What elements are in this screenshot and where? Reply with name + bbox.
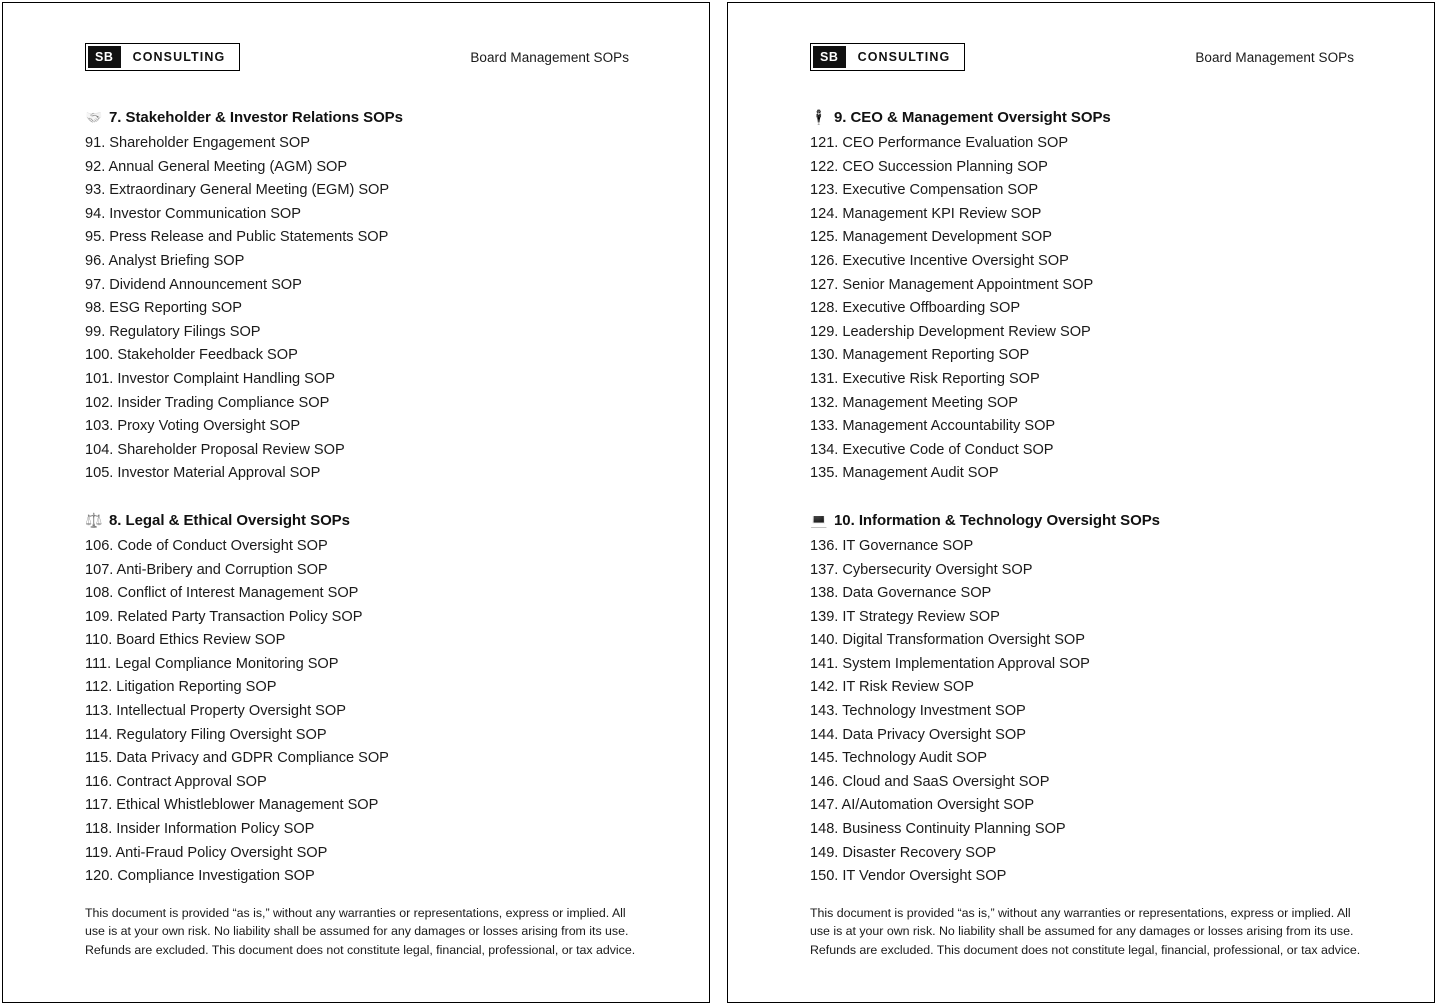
section-heading: [810, 512, 1368, 529]
document-page-right: [727, 2, 1435, 1003]
sop-list: [810, 132, 1368, 486]
sop-list-item: 103. Proxy Voting Oversight SOP: [85, 418, 301, 435]
sop-section: [85, 109, 643, 486]
sop-list-item: 144. Data Privacy Oversight SOP: [810, 726, 1026, 743]
sop-list-item: 145. Technology Audit SOP: [810, 750, 987, 767]
sections-container-right: [810, 109, 1368, 889]
sop-list-item: 135. Management Audit SOP: [810, 465, 999, 482]
sop-list-item: 137. Cybersecurity Oversight SOP: [810, 561, 1033, 578]
sop-list-item: 97. Dividend Announcement SOP: [85, 276, 302, 293]
sop-list-item: 130. Management Reporting SOP: [810, 347, 1030, 364]
sop-list-item: 149. Disaster Recovery SOP: [810, 844, 997, 861]
sb-consulting-logo: [810, 43, 965, 71]
sop-list-item: 126. Executive Incentive Oversight SOP: [810, 252, 1069, 269]
logo-mark: SB: [88, 46, 121, 68]
sop-list-item: 95. Press Release and Public Statements SOP: [85, 229, 389, 246]
page-content-right: [728, 3, 1434, 1002]
sop-list-item: 108. Conflict of Interest Management SOP: [85, 585, 359, 602]
sop-list-item: 118. Insider Information Policy SOP: [85, 821, 315, 838]
sop-list-item: 101. Investor Complaint Handling SOP: [85, 370, 335, 387]
sections-container-left: [85, 109, 643, 889]
section-heading: [810, 109, 1368, 126]
sop-section: [810, 512, 1368, 889]
sop-list-item: 98. ESG Reporting SOP: [85, 300, 242, 317]
section-title: 10. Information & Technology Oversight SOPs: [834, 511, 1160, 529]
sop-list-item: 109. Related Party Transaction Policy SOP: [85, 608, 363, 625]
handshake-icon: 🤝: [85, 109, 103, 125]
sop-list-item: 147. AI/Automation Oversight SOP: [810, 797, 1035, 814]
page-header-left: [85, 41, 643, 73]
sop-list-item: 150. IT Vendor Oversight SOP: [810, 868, 1007, 885]
sop-list-item: 105. Investor Material Approval SOP: [85, 465, 321, 482]
sop-list-item: 111. Legal Compliance Monitoring SOP: [85, 655, 339, 672]
sop-section: [85, 512, 643, 889]
sop-list-item: 114. Regulatory Filing Oversight SOP: [85, 726, 327, 743]
sop-list-item: 93. Extraordinary General Meeting (EGM) SOP: [85, 182, 390, 199]
sop-list-item: 136. IT Governance SOP: [810, 537, 974, 554]
sop-list-item: 116. Contract Approval SOP: [85, 773, 267, 790]
sop-list-item: 133. Management Accountability SOP: [810, 418, 1056, 435]
sop-list-item: 122. CEO Succession Planning SOP: [810, 158, 1048, 175]
sop-list: [85, 132, 643, 486]
sop-list-item: 119. Anti-Fraud Policy Oversight SOP: [85, 844, 328, 861]
person-in-suit-icon: 🕴️: [810, 109, 828, 125]
sop-list-item: 142. IT Risk Review SOP: [810, 679, 974, 696]
sop-list-item: 117. Ethical Whistleblower Management SOP: [85, 797, 379, 814]
sop-list-item: 104. Shareholder Proposal Review SOP: [85, 441, 345, 458]
sop-list-item: 112. Litigation Reporting SOP: [85, 679, 277, 696]
logo-mark: SB: [813, 46, 846, 68]
sop-list-item: 124. Management KPI Review SOP: [810, 205, 1042, 222]
sop-list-item: 127. Senior Management Appointment SOP: [810, 276, 1094, 293]
sop-list-item: 141. System Implementation Approval SOP: [810, 655, 1090, 672]
sop-list-item: 115. Data Privacy and GDPR Compliance SOP: [85, 750, 389, 767]
sop-list-item: 139. IT Strategy Review SOP: [810, 608, 1000, 625]
sop-list-item: 123. Executive Compensation SOP: [810, 182, 1039, 199]
balance-scale-icon: ⚖️: [85, 511, 103, 528]
logo-wordmark: CONSULTING: [857, 50, 951, 64]
sop-list-item: 131. Executive Risk Reporting SOP: [810, 370, 1040, 387]
sop-list-item: 99. Regulatory Filings SOP: [85, 323, 261, 340]
sop-list-item: 106. Code of Conduct Oversight SOP: [85, 537, 328, 554]
sop-list-item: 107. Anti-Bribery and Corruption SOP: [85, 561, 328, 578]
logo-wordmark: CONSULTING: [132, 50, 226, 64]
section-heading: [85, 109, 643, 126]
sop-list-item: 100. Stakeholder Feedback SOP: [85, 347, 298, 364]
document-page-left: [2, 2, 710, 1003]
section-title: 7. Stakeholder & Investor Relations SOPs: [109, 109, 403, 126]
sop-list-item: 121. CEO Performance Evaluation SOP: [810, 135, 1069, 151]
sop-section: [810, 109, 1368, 486]
sop-list-item: 148. Business Continuity Planning SOP: [810, 821, 1066, 838]
sop-list-item: 143. Technology Investment SOP: [810, 703, 1026, 720]
sop-list-item: 138. Data Governance SOP: [810, 585, 992, 602]
sop-list: [810, 535, 1368, 889]
disclaimer-text: This document is provided “as is,” without any warranties or representations, express or implied. All use is at your own risk. No liability shall be assumed for any damages or losses arising from its use. Refunds are excluded. This document does not constitute legal, financial, professional, or tax advice.: [85, 906, 636, 957]
page-title: Board Management SOPs: [1195, 49, 1354, 65]
sop-list-item: 129. Leadership Development Review SOP: [810, 323, 1091, 340]
sop-list-item: 120. Compliance Investigation SOP: [85, 868, 315, 885]
sop-list-item: 146. Cloud and SaaS Oversight SOP: [810, 773, 1050, 790]
sb-consulting-logo: [85, 43, 240, 71]
section-heading: [85, 512, 643, 529]
sop-list-item: 113. Intellectual Property Oversight SOP: [85, 703, 346, 720]
page-content-left: [3, 3, 709, 1002]
sop-list-item: 110. Board Ethics Review SOP: [85, 632, 286, 649]
section-title: 9. CEO & Management Oversight SOPs: [834, 109, 1111, 126]
section-title: 8. Legal & Ethical Oversight SOPs: [109, 511, 350, 529]
sop-list-item: 91. Shareholder Engagement SOP: [85, 135, 310, 151]
sop-list-item: 140. Digital Transformation Oversight SOP: [810, 632, 1085, 649]
sop-list-item: 134. Executive Code of Conduct SOP: [810, 441, 1054, 458]
page-header-right: [810, 41, 1368, 73]
page-title: Board Management SOPs: [470, 49, 629, 65]
sop-list-item: 94. Investor Communication SOP: [85, 205, 301, 222]
sop-list: [85, 535, 643, 889]
sop-list-item: 128. Executive Offboarding SOP: [810, 300, 1021, 317]
sop-list-item: 92. Annual General Meeting (AGM) SOP: [85, 158, 348, 175]
sop-list-item: 96. Analyst Briefing SOP: [85, 252, 245, 269]
sop-list-item: 132. Management Meeting SOP: [810, 394, 1018, 411]
disclaimer-text: This document is provided “as is,” without any warranties or representations, express or implied. All use is at your own risk. No liability shall be assumed for any damages or losses arising from its use. Refunds are excluded. This document does not constitute legal, financial, professional, or tax advice.: [810, 906, 1361, 957]
sop-list-item: 125. Management Development SOP: [810, 229, 1052, 246]
sop-list-item: 102. Insider Trading Compliance SOP: [85, 394, 330, 411]
laptop-computer-icon: 💻: [810, 511, 828, 528]
